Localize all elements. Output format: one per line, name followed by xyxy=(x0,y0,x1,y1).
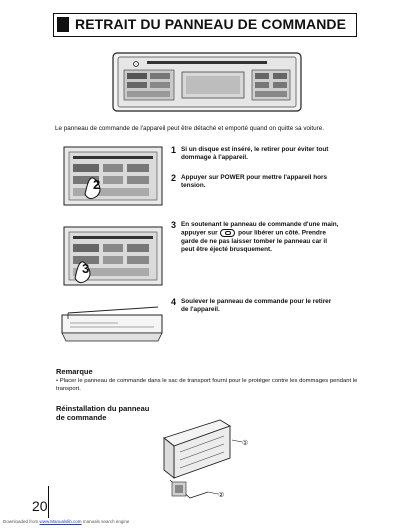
page-number: 20 xyxy=(32,498,48,514)
title-marker xyxy=(57,17,69,32)
step-2-number: 2 xyxy=(171,173,177,183)
figure-reinstall-panel xyxy=(150,418,260,508)
figure2-callout: 3 xyxy=(82,261,90,276)
step-3-text xyxy=(181,221,338,255)
page-title: RETRAIT DU PANNEAU DE COMMANDE xyxy=(75,16,347,32)
footer-link[interactable]: www.Manualslib.com xyxy=(39,519,82,524)
download-footer xyxy=(3,519,129,524)
reinstall-heading-line-1: Réinstallation du panneau xyxy=(56,404,150,413)
step-4-text xyxy=(181,298,331,314)
step-1-text xyxy=(181,146,328,162)
step-3-line-2b: pour libérer un côté. Prendre xyxy=(238,229,326,237)
step-3-line-4: peut être éjecté brusquement. xyxy=(181,246,272,254)
step-3-line-2 xyxy=(181,229,338,238)
install-callout-a: ① xyxy=(242,440,249,447)
step-4-line-1: Soulever le panneau de commande pour le retirer xyxy=(181,298,332,305)
step-1-line-1: Si un disque est inséré, le retirer pour éviter tout xyxy=(181,146,329,153)
remark-text: • Placer le panneau de commande dans le sac de transport fourni pour le protéger contre les dommages pendant le transport. xyxy=(56,378,358,392)
footer-prefix: Downloaded from xyxy=(3,519,39,524)
reinstall-heading xyxy=(56,404,149,422)
step-2-text xyxy=(181,174,327,190)
step-3-line-1: En soutenant le panneau de commande d'une main, xyxy=(181,221,339,228)
step-3-line-2a: appuyer sur xyxy=(181,229,218,237)
title-bar xyxy=(53,13,357,37)
footer-suffix: manuals search engine xyxy=(82,519,130,524)
release-button-icon xyxy=(220,229,235,237)
page-number-divider xyxy=(48,486,49,518)
step-3-number: 3 xyxy=(171,220,177,230)
step-4-number: 4 xyxy=(171,297,177,307)
figure-lift-panel xyxy=(58,305,166,349)
step-1-line-2: dommage à l'appareil. xyxy=(181,154,248,162)
step-1-number: 1 xyxy=(171,145,177,155)
car-stereo-front-illustration xyxy=(112,52,302,112)
step-2-line-1: Appuyer sur POWER pour mettre l'appareil hors xyxy=(181,174,328,181)
intro-text: Le panneau de commande de l'appareil peut être détaché et emporté quand on quitte sa voiture. xyxy=(55,125,325,132)
figure-release-button xyxy=(63,226,163,286)
reinstall-heading-line-2: de commande xyxy=(56,413,107,422)
remark-heading: Remarque xyxy=(56,367,93,376)
figure-power-button xyxy=(63,146,163,206)
step-4-line-2: de l'appareil. xyxy=(181,306,220,314)
step-3-line-3: garde de ne pas laisser tomber le panneau car il xyxy=(181,238,327,246)
figure1-callout: 2 xyxy=(93,177,101,192)
step-2-line-2: tension. xyxy=(181,182,206,190)
install-callout-b: ② xyxy=(218,492,225,499)
